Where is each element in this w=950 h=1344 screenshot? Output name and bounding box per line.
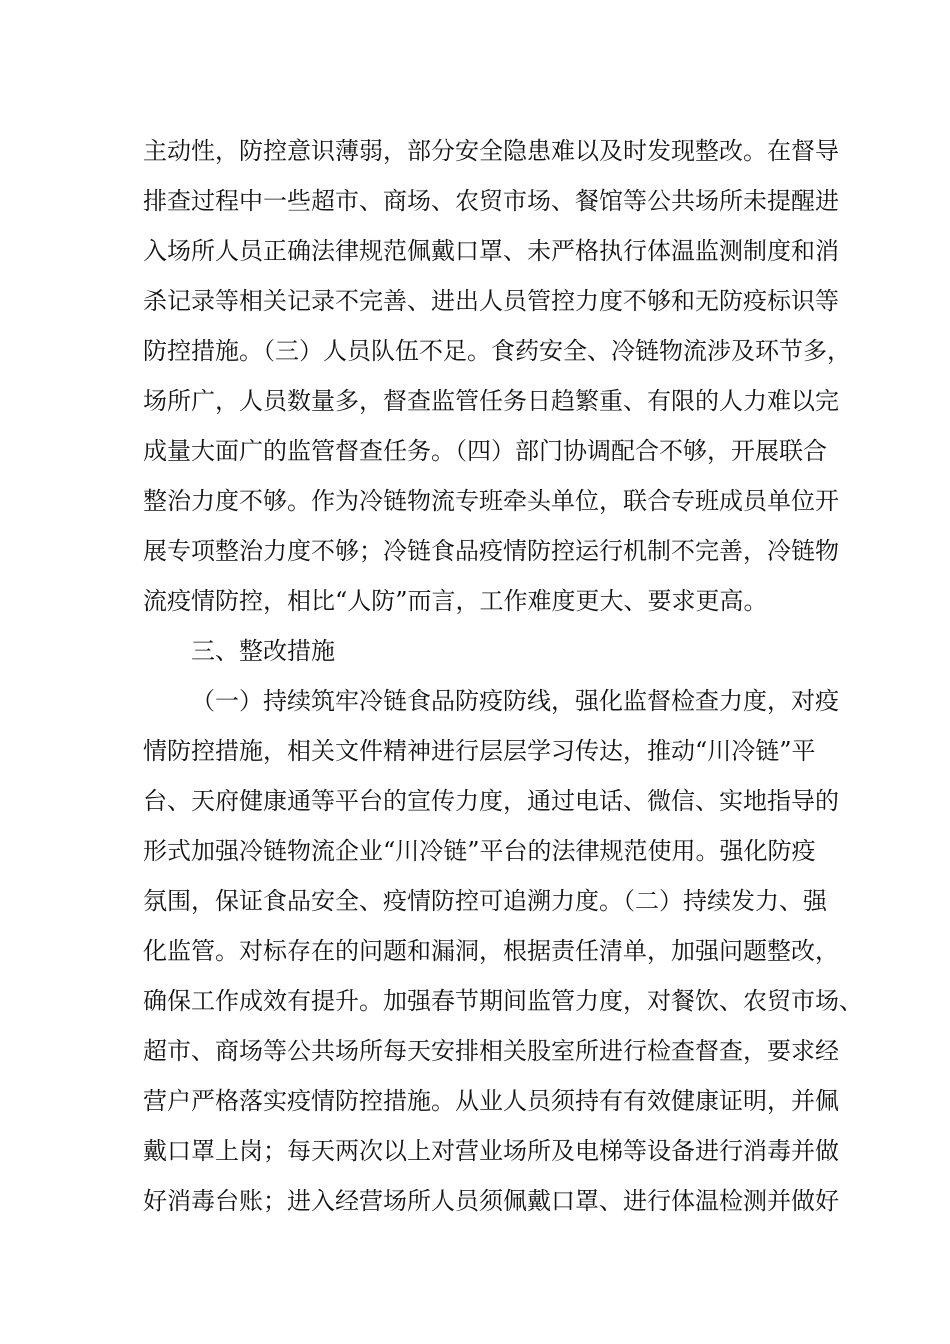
text-line: 流疫情防控，相比“人防”而言，工作难度更大、要求更高。 <box>143 587 768 615</box>
text-line: 场所广，人员数量多，督查监管任务日趋繁重、有限的人力难以完 <box>143 387 839 415</box>
text-line: （一）持续筑牢冷链食品防疫防线，强化监督检查力度，对疫 <box>191 687 839 715</box>
text-line: 戴口罩上岗；每天两次以上对营业场所及电梯等设备进行消毒并做 <box>143 1137 839 1165</box>
text-line: 主动性，防控意识薄弱，部分安全隐患难以及时发现整改。在督导 <box>143 137 839 165</box>
text-line: 化监管。对标存在的问题和漏洞，根据责任清单，加强问题整改， <box>143 937 839 965</box>
text-line: 氛围，保证食品安全、疫情防控可追溯力度。（二）持续发力、强 <box>143 887 827 915</box>
text-line: 营户严格落实疫情防控措施。从业人员须持有有效健康证明，并佩 <box>143 1087 839 1115</box>
text-line: 杀记录等相关记录不完善、进出人员管控力度不够和无防疫标识等 <box>143 287 839 315</box>
text-line: 确保工作成效有提升。加强春节期间监管力度，对餐饮、农贸市场、 <box>143 987 863 1015</box>
text-line: 整治力度不够。作为冷链物流专班牵头单位，联合专班成员单位开 <box>143 487 839 515</box>
text-line: 展专项整治力度不够；冷链食品疫情防控运行机制不完善，冷链物 <box>143 537 839 565</box>
text-line: 超市、商场等公共场所每天安排相关股室所进行检查督查，要求经 <box>143 1037 839 1065</box>
text-line: 入场所人员正确法律规范佩戴口罩、未严格执行体温监测制度和消 <box>143 237 839 265</box>
text-line: 情防控措施，相关文件精神进行层层学习传达，推动“川冷链”平 <box>143 737 816 765</box>
text-line: 好消毒台账；进入经营场所人员须佩戴口罩、进行体温检测并做好 <box>143 1187 839 1215</box>
text-line: 防控措施。（三）人员队伍不足。食药安全、冷链物流涉及环节多， <box>143 337 851 365</box>
text-line: 形式加强冷链物流企业“川冷链”平台的法律规范使用。强化防疫 <box>143 837 816 865</box>
text-line: 台、天府健康通等平台的宣传力度，通过电话、微信、实地指导的 <box>143 787 839 815</box>
text-line: 排查过程中一些超市、商场、农贸市场、餐馆等公共场所未提醒进 <box>143 187 839 215</box>
text-line: 成量大面广的监管督查任务。（四）部门协调配合不够，开展联合 <box>143 437 827 465</box>
section-heading: 三、整改措施 <box>191 637 335 665</box>
